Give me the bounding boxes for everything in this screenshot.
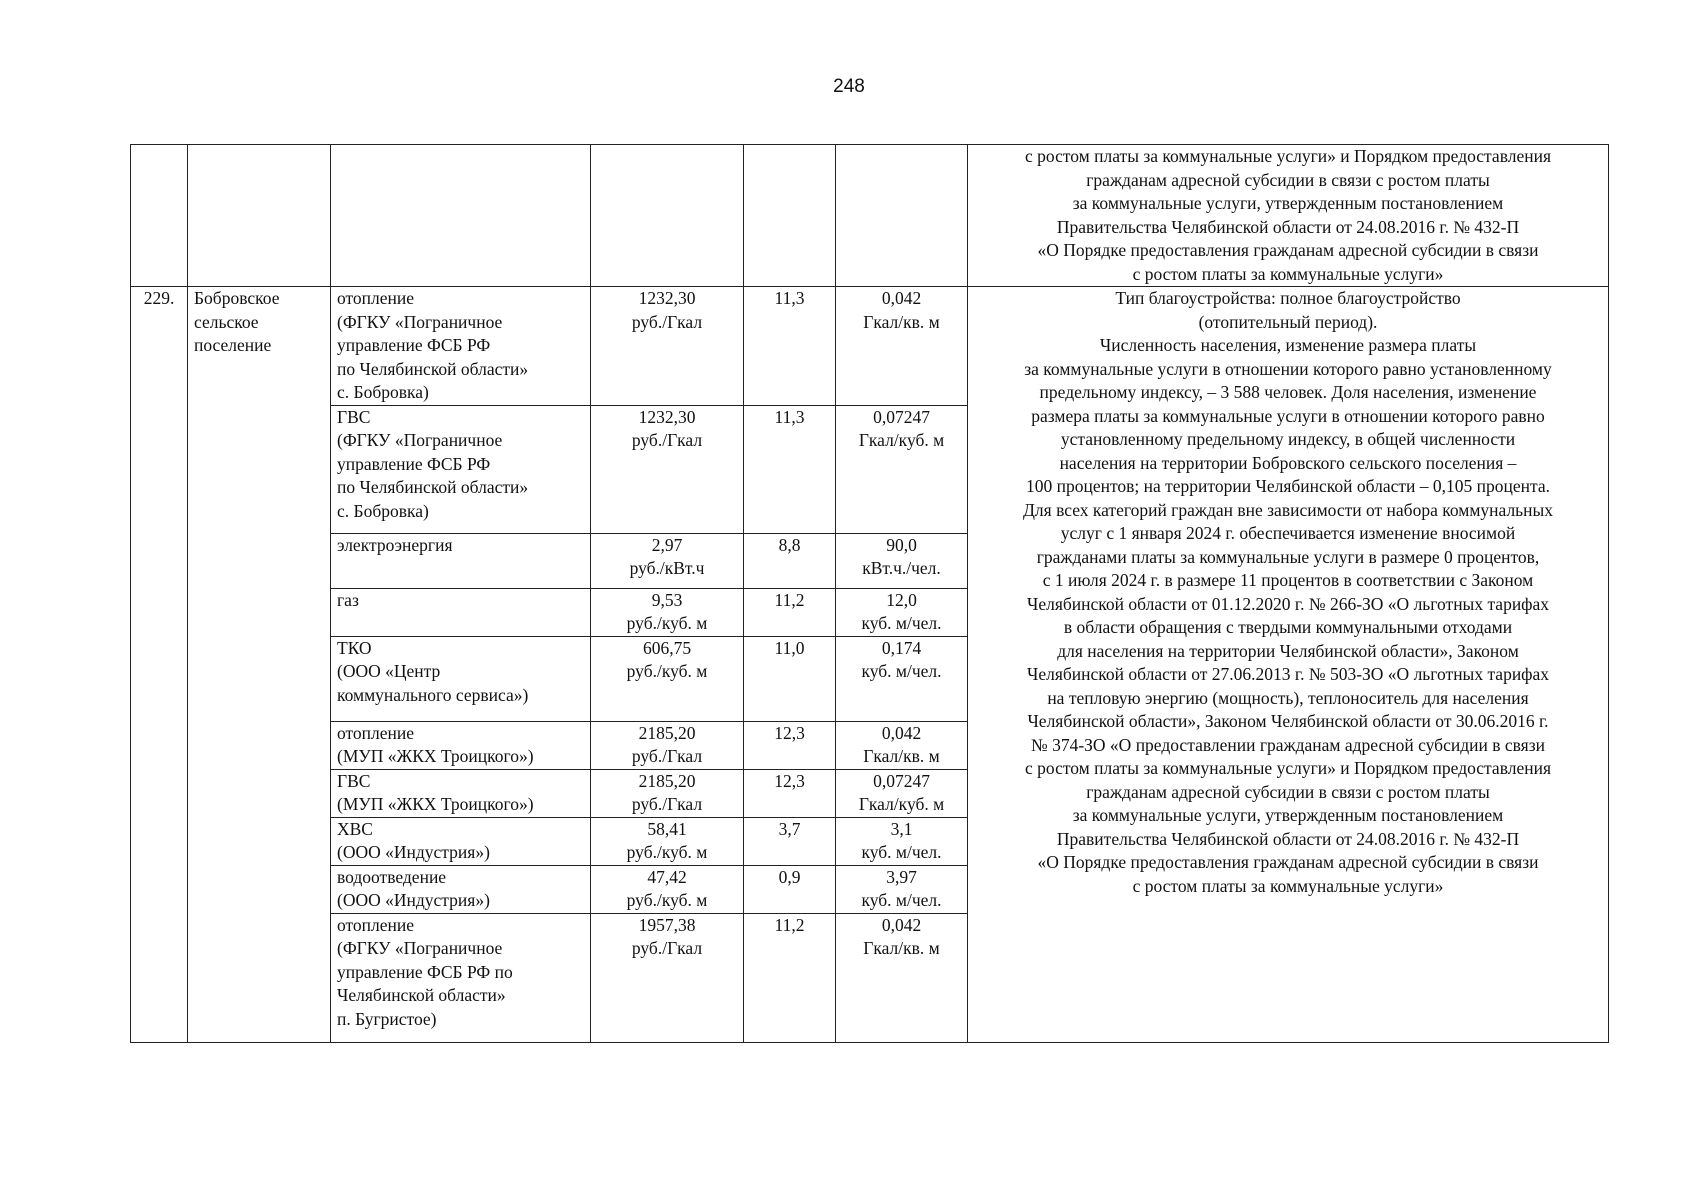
page-number: 248 bbox=[833, 76, 865, 97]
index-cell: 0,9 bbox=[744, 865, 836, 913]
tariff-value: 58,41 bbox=[647, 818, 687, 839]
norm-unit: куб. м/чел. bbox=[861, 842, 942, 862]
service-line: отопление bbox=[337, 914, 415, 935]
norm-unit: Гкал/кв. м bbox=[863, 938, 940, 958]
service-line: ГВС bbox=[337, 406, 371, 427]
note-line: 100 процентов; на территории Челябинской области – 0,105 процента. bbox=[1025, 476, 1550, 496]
norm-cell bbox=[836, 405, 968, 533]
norm-unit: Гкал/кв. м bbox=[863, 311, 940, 332]
tariff-cell bbox=[591, 769, 744, 817]
tariff-unit: руб./кВт.ч bbox=[629, 558, 705, 578]
service-line: (ООО «Индустрия») bbox=[337, 890, 490, 910]
note-line: на тепловую энергию (мощность), теплоноситель для населения bbox=[1047, 687, 1529, 708]
service-line: управление ФСБ РФ bbox=[337, 453, 491, 474]
index-cell: 11,3 bbox=[744, 287, 836, 406]
note-line: с ростом платы за коммунальные услуги» и Порядком предоставления bbox=[1025, 758, 1551, 778]
municipality-line: Бобровское bbox=[194, 288, 280, 308]
empty-cell bbox=[131, 145, 188, 287]
norm-unit: куб. м/чел. bbox=[861, 890, 942, 910]
tariff-value: 1232,30 bbox=[638, 288, 696, 308]
service-cell bbox=[331, 769, 591, 817]
index-cell: 11,0 bbox=[744, 636, 836, 721]
service-line: управление ФСБ РФ по bbox=[337, 961, 513, 982]
norm-cell bbox=[836, 533, 968, 588]
norm-value: 3,1 bbox=[890, 818, 913, 839]
norm-unit: Гкал/куб. м bbox=[858, 430, 945, 450]
note-line: Численность населения, изменение размера платы bbox=[1099, 335, 1477, 355]
norm-value: 0,042 bbox=[881, 914, 922, 935]
continuation-row bbox=[131, 145, 1609, 287]
tariff-cell bbox=[591, 405, 744, 533]
service-cell bbox=[331, 913, 591, 1042]
table-row bbox=[131, 287, 1609, 406]
service-line: Челябинской области» bbox=[337, 985, 506, 1005]
tariff-cell bbox=[591, 913, 744, 1042]
note-line: (отопительный период). bbox=[1198, 311, 1378, 332]
note-line: гражданам адресной субсидии в связи с ростом платы bbox=[1086, 781, 1490, 802]
tariff-unit: руб./куб. м bbox=[626, 613, 708, 633]
service-line: ТКО bbox=[337, 637, 372, 658]
service-cell bbox=[331, 287, 591, 406]
tariff-cell bbox=[591, 533, 744, 588]
continuation-note bbox=[968, 145, 1609, 287]
note-line: Челябинской области от 27.06.2013 г. № 503-ЗО «О льготных тарифах bbox=[1026, 664, 1550, 684]
empty-cell bbox=[188, 145, 331, 287]
service-line: коммунального сервиса») bbox=[337, 684, 529, 705]
tariff-unit: руб./куб. м bbox=[626, 890, 708, 910]
note-line: населения на территории Бобровского сельского поселения – bbox=[1059, 452, 1517, 473]
service-cell bbox=[331, 865, 591, 913]
index-cell: 3,7 bbox=[744, 817, 836, 865]
municipality-name bbox=[188, 287, 331, 1043]
tariff-value: 47,42 bbox=[647, 866, 687, 887]
tariff-cell bbox=[591, 636, 744, 721]
note-line: за коммунальные услуги, утвержденным постановлением bbox=[1072, 805, 1504, 825]
service-line: водоотведение bbox=[337, 866, 447, 887]
service-cell bbox=[331, 405, 591, 533]
service-cell bbox=[331, 533, 591, 588]
index-cell: 8,8 bbox=[744, 533, 836, 588]
municipality-line: сельское bbox=[194, 311, 259, 332]
note-line: Для всех категорий граждан вне зависимости от набора коммунальных bbox=[1022, 499, 1554, 520]
note-line: «О Порядке предоставления гражданам адресной субсидии в связи bbox=[1037, 240, 1539, 260]
note-line: за коммунальные услуги в отношении которого равно установленному bbox=[1024, 358, 1552, 379]
service-line: по Челябинской области» bbox=[337, 358, 529, 379]
tariff-value: 9,53 bbox=[651, 589, 683, 610]
tariff-cell bbox=[591, 721, 744, 769]
index-cell: 11,2 bbox=[744, 588, 836, 636]
norm-cell bbox=[836, 636, 968, 721]
service-cell bbox=[331, 721, 591, 769]
note-line: «О Порядке предоставления гражданам адресной субсидии в связи bbox=[1037, 852, 1539, 872]
service-cell bbox=[331, 636, 591, 721]
tariff-value: 2185,20 bbox=[638, 722, 696, 743]
index-cell: 12,3 bbox=[744, 721, 836, 769]
tariff-cell bbox=[591, 865, 744, 913]
tariff-value: 606,75 bbox=[642, 637, 692, 658]
norm-cell bbox=[836, 769, 968, 817]
empty-cell bbox=[331, 145, 591, 287]
norm-cell bbox=[836, 817, 968, 865]
norm-value: 0,042 bbox=[881, 722, 922, 743]
tariff-unit: руб./Гкал bbox=[631, 311, 703, 332]
norm-unit: кВт.ч./чел. bbox=[862, 558, 941, 578]
tariff-unit: руб./Гкал bbox=[631, 430, 703, 450]
note-line: услуг с 1 января 2024 г. обеспечивается изменение вносимой bbox=[1060, 523, 1516, 543]
norm-value: 0,07247 bbox=[873, 406, 930, 427]
norm-cell bbox=[836, 865, 968, 913]
note-line: с ростом платы за коммунальные услуги» bbox=[1132, 875, 1444, 896]
note-line: № 374-ЗО «О предоставлении гражданам адресной субсидии в связи bbox=[1031, 734, 1545, 755]
norm-cell bbox=[836, 913, 968, 1042]
service-line: отопление bbox=[337, 722, 415, 743]
service-line: ХВС bbox=[337, 818, 373, 839]
service-line: (МУП «ЖКХ Троицкого») bbox=[337, 746, 534, 766]
note-line: с ростом платы за коммунальные услуги» и Порядком предоставления bbox=[1025, 146, 1551, 166]
norm-unit: куб. м/чел. bbox=[861, 613, 942, 633]
norm-unit: Гкал/кв. м bbox=[863, 746, 940, 766]
note-line: гражданам адресной субсидии в связи с ростом платы bbox=[1086, 169, 1490, 190]
index-cell: 11,2 bbox=[744, 913, 836, 1042]
norm-value: 0,174 bbox=[881, 637, 922, 658]
tariff-value: 1232,30 bbox=[638, 406, 696, 427]
note-line: гражданами платы за коммунальные услуги в размере 0 процентов, bbox=[1036, 546, 1540, 567]
service-line: (ООО «Индустрия») bbox=[337, 842, 490, 862]
note-line: с ростом платы за коммунальные услуги» bbox=[1132, 263, 1444, 284]
norm-cell bbox=[836, 588, 968, 636]
empty-cell bbox=[591, 145, 744, 287]
norm-unit: куб. м/чел. bbox=[861, 661, 942, 681]
note-line: установленному предельному индексу, в общей численности bbox=[1060, 429, 1516, 449]
tariff-unit: руб./куб. м bbox=[626, 661, 708, 681]
service-line: по Челябинской области» bbox=[337, 477, 529, 497]
note-line: Правительства Челябинской области от 24.08.2016 г. № 432-П bbox=[1056, 828, 1520, 849]
tariff-unit: руб./Гкал bbox=[631, 938, 703, 958]
note-line: с 1 июля 2024 г. в размере 11 процентов в соответствии с Законом bbox=[1042, 570, 1534, 590]
municipality-line: поселение bbox=[194, 335, 272, 355]
service-line: (ФГКУ «Пограничное bbox=[337, 938, 503, 958]
tariff-table bbox=[130, 144, 1609, 1043]
note-line: для населения на территории Челябинской области», Законом bbox=[1057, 640, 1519, 661]
note-line: предельному индексу, – 3 588 человек. Доля населения, изменение bbox=[1039, 382, 1537, 402]
tariff-cell bbox=[591, 588, 744, 636]
service-line: (ФГКУ «Пограничное bbox=[337, 430, 503, 450]
index-cell: 12,3 bbox=[744, 769, 836, 817]
service-line: п. Бугристое) bbox=[337, 1008, 437, 1029]
entry-number: 229. bbox=[131, 287, 188, 1043]
service-line: (ФГКУ «Пограничное bbox=[337, 311, 503, 332]
tariff-cell bbox=[591, 287, 744, 406]
norm-cell bbox=[836, 721, 968, 769]
norm-value: 90,0 bbox=[886, 534, 917, 555]
service-cell bbox=[331, 817, 591, 865]
note-line: Правительства Челябинской области от 24.08.2016 г. № 432-П bbox=[1056, 216, 1520, 237]
norm-value: 12,0 bbox=[886, 589, 917, 610]
note-line: за коммунальные услуги, утвержденным постановлением bbox=[1072, 193, 1504, 213]
service-line: отопление bbox=[337, 288, 415, 308]
empty-cell bbox=[836, 145, 968, 287]
entry-note bbox=[968, 287, 1609, 1043]
service-line: (ООО «Центр bbox=[337, 661, 441, 681]
note-line: Тип благоустройства: полное благоустройство bbox=[1115, 288, 1461, 308]
norm-value: 0,07247 bbox=[873, 770, 930, 791]
tariff-unit: руб./куб. м bbox=[626, 842, 708, 862]
service-line: (МУП «ЖКХ Троицкого») bbox=[337, 794, 534, 814]
empty-cell bbox=[744, 145, 836, 287]
tariff-cell bbox=[591, 817, 744, 865]
tariff-value: 1957,38 bbox=[638, 914, 696, 935]
tariff-unit: руб./Гкал bbox=[631, 746, 703, 766]
norm-cell bbox=[836, 287, 968, 406]
service-line: с. Бобровка) bbox=[337, 500, 429, 521]
tariff-unit: руб./Гкал bbox=[631, 794, 703, 814]
service-line: электроэнергия bbox=[337, 534, 453, 555]
service-line: газ bbox=[337, 589, 359, 610]
norm-value: 0,042 bbox=[881, 288, 922, 308]
note-line: размера платы за коммунальные услуги в отношении которого равно bbox=[1031, 405, 1545, 426]
tariff-value: 2,97 bbox=[651, 534, 683, 555]
service-cell bbox=[331, 588, 591, 636]
service-line: управление ФСБ РФ bbox=[337, 335, 491, 355]
note-line: Челябинской области от 01.12.2020 г. № 266-ЗО «О льготных тарифах bbox=[1026, 593, 1550, 614]
norm-value: 3,97 bbox=[886, 866, 917, 887]
service-line: с. Бобровка) bbox=[337, 382, 429, 402]
note-line: в области обращения с твердыми коммунальными отходами bbox=[1063, 617, 1513, 637]
service-line: ГВС bbox=[337, 770, 371, 791]
tariff-value: 2185,20 bbox=[638, 770, 696, 791]
note-line: Челябинской области», Законом Челябинской области от 30.06.2016 г. bbox=[1027, 711, 1549, 731]
norm-unit: Гкал/куб. м bbox=[858, 794, 945, 814]
index-cell: 11,3 bbox=[744, 405, 836, 533]
